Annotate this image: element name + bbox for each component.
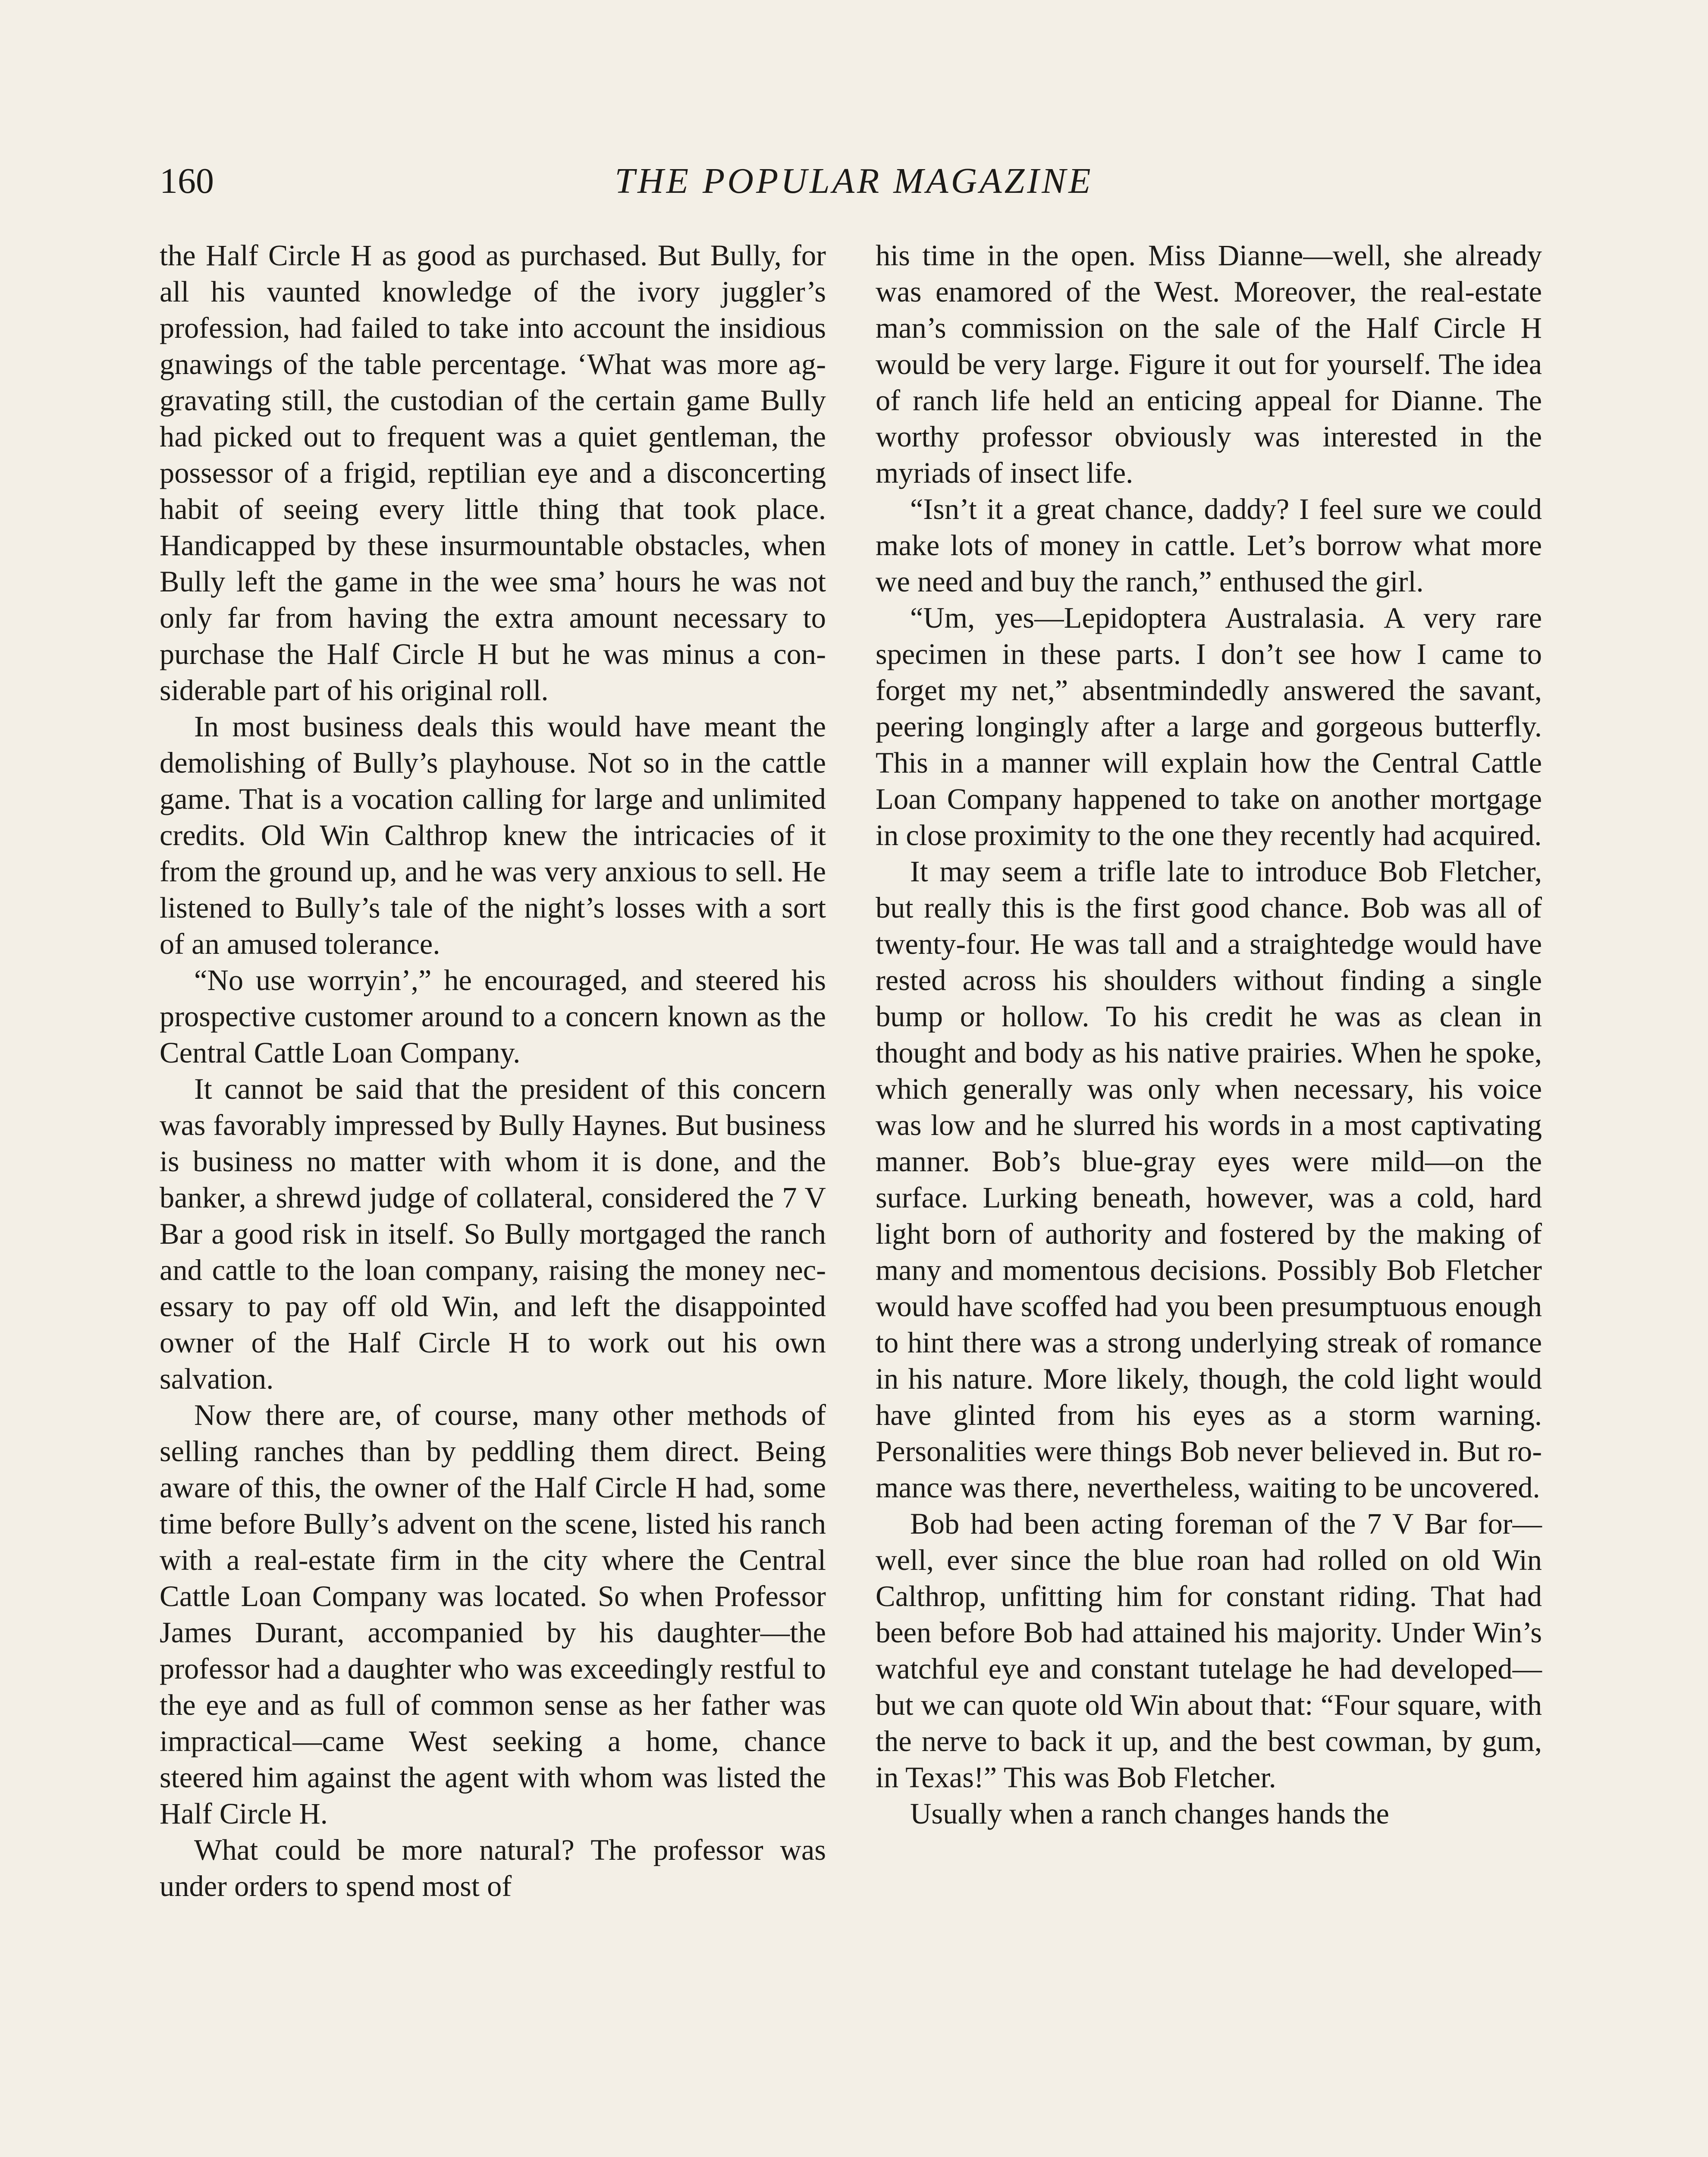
paragraph: In most business deals this would have meant the demolishing of Bully’s playhouse. Not so in the cattle game. That is a vocation calling for large and unlimited credits. Old Win Calthrop knew the intricacies of it from the ground up, and he was very anxious to sell. He listened to Bully’s tale of the night’s losses with a sort of an amused tolerance. xyxy=(160,710,826,960)
paragraph: “Um, yes—Lepidoptera Australasia. A very rare specimen in these parts. I don’t see how I came to forget my net,” absentmindedly answered the savant, peering longingly after a large and gorgeous butterfly. This in a manner will explain how the Central Cattle Loan Company happened to take on another mortgage in close proximity to the one they recently had acquired. xyxy=(876,601,1542,852)
paragraph: “No use worryin’,” he encouraged, and steered his prospective customer around to a concern known as the Central Cattle Loan Company. xyxy=(160,964,826,1069)
paragraph: the Half Circle H as good as purchased. But Bully, for all his vaunted knowledge of the ivory juggler’s profession, had failed to take into account the insidious gnawings of the table percentage. ‘What was more aggravating still, the custodian of the certain game Bully had picked out to frequent was a quiet gentleman, the possessor of a frigid, reptilian eye and a disconcerting habit of seeing every little thing that took place. Handicapped by these insurmountable obstacles, when Bully left the game in the wee sma’ hours he was not only far from having the extra amount necessary to purchase the Half Circle H but he was minus a considerable part of his original roll. xyxy=(160,239,826,707)
paragraph: Usually when a ranch changes hands the xyxy=(910,1797,1389,1830)
paragraph: his time in the open. Miss Dianne—well, she already was enamored of the West. Moreover, the real-estate man’s commission on the sale of the Half Circle H would be very large. Figure it out for yourself. The idea of ranch life held an enticing appeal for Dianne. The worthy professor obviously was interested in the myriads of insect life. xyxy=(876,239,1542,489)
right-column xyxy=(876,237,1542,1832)
running-head: THE POPULAR MAGAZINE xyxy=(615,161,1093,201)
paragraph: “Isn’t it a great chance, daddy? I feel sure we could make lots of money in cattle. Let’s borrow what more we need and buy the ranch,” enthused the girl. xyxy=(876,493,1542,598)
paragraph: What could be more natural? The professor was under orders to spend most of xyxy=(160,1833,826,1902)
paragraph: It may seem a trifle late to introduce Bob Fletcher, but really this is the first good chance. Bob was all of twenty-four. He was tall and a straightedge would have rested across his shoulders without finding a single bump or hollow. To his credit he was as clean in thought and body as his native prairies. When he spoke, which generally was only when necessary, his voice was low and he slurred his words in a most captivating manner. Bob’s blue-gray eyes were mild—on the surface. Lurking beneath, however, was a cold, hard light born of authority and fostered by the making of many and momentous decisions. Possibly Bob Fletcher would have scoffed had you been presumptuous enough to hint there was a strong underlying streak of romance in his nature. More likely, though, the cold light would have glinted from his eyes as a storm warning. Personalities were things Bob never believed in. But romance was there, nevertheless, waiting to be uncovered. xyxy=(876,855,1542,1504)
page-number: 160 xyxy=(160,161,214,201)
paragraph: Bob had been acting foreman of the 7 V Bar for—well, ever since the blue roan had rolled on old Win Calthrop, unfitting him for constant riding. That had been before Bob had attained his majority. Under Win’s watchful eye and constant tutelage he had developed—but we can quote old Win about that: “Four square, with the nerve to back it up, and the best cowman, by gum, in Texas!” This was Bob Fletcher. xyxy=(876,1507,1542,1794)
left-column xyxy=(160,237,826,1904)
paragraph: Now there are, of course, many other methods of selling ranches than by peddling them direct. Being aware of this, the owner of the Half Circle H had, some time before Bully’s advent on the scene, listed his ranch with a real-estate firm in the city where the Central Cattle Loan Company was located. So when Professor James Durant, accompanied by his daughter—the professor had a daughter who was exceedingly restful to the eye and as full of common sense as her father was impractical—came West seeking a home, chance steered him against the agent with whom was listed the Half Circle H. xyxy=(160,1399,826,1830)
paragraph: It cannot be said that the president of this concern was favorably impressed by Bully Haynes. But business is business no matter with whom it is done, and the banker, a shrewd judge of collateral, considered the 7 V Bar a good risk in itself. So Bully mortgaged the ranch and cattle to the loan company, raising the money necessary to pay off old Win, and left the disappointed owner of the Half Circle H to work out his own salvation. xyxy=(160,1072,826,1395)
